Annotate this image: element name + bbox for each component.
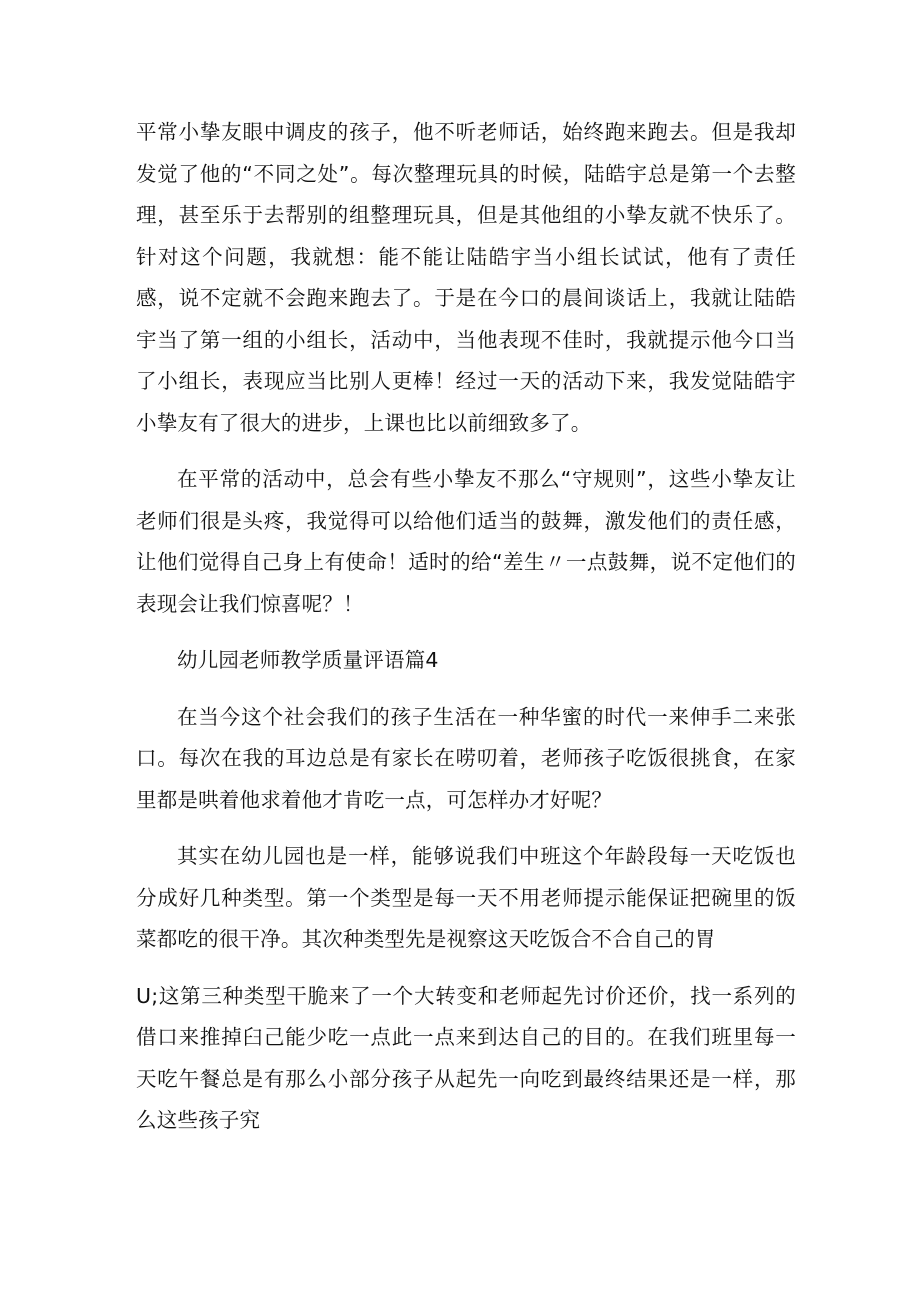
- paragraph-5: U;这第三种类型干脆来了一个大转变和老师起先讨价还价，找一系列的借口来推掉臼己能少吃一点此一点来到达自己的目的。在我们班里每一天吃午餐总是有那么小部分孩子从起先一向吃到最终结果还是一样，那么这些孩子究: [136, 983, 796, 1132]
- paragraph-1: 平常小挚友眼中调皮的孩子，他不听老师话，始终跑来跑去。但是我却发觉了他的“不同之处”。每次整理玩具的时候，陆皓宇总是第一个去整理，甚至乐于去帮别的组整理玩具，但是其他组的小挚友就不快乐了。针对这个问题，我就想：能不能让陆皓宇当小组长试试，他有了责任感，说不定就不会跑来跑去了。于是在今口的晨间谈话上，我就让陆皓宇当了第一组的小组长，活动中，当他表现不佳时，我就提示他今口当了小组长，表现应当比别人更棒！经过一天的活动下来，我发觉陆皓宇小挚友有了很大的进步，上课也比以前细致多了。: [136, 120, 796, 435]
- section-heading: 幼儿园老师教学质量评语篇4: [177, 648, 439, 672]
- paragraph-3: 在当今这个社会我们的孩子生活在一种华蜜的时代一来伸手二来张口。每次在我的耳边总是有家长在唠叨着，老师孩子吃饭很挑食，在家里都是哄着他求着他才肯吃一点，可怎样办才好呢？: [136, 704, 796, 812]
- paragraph-2: 在平常的活动中，总会有些小挚友不那么“守规则”，这些小挚友让老师们很是头疼，我觉得可以给他们适当的鼓舞，激发他们的责任感，让他们觉得自己身上有使命！适时的给“差生〃一点鼓舞，说不定他们的表现会让我们惊喜呢？！: [136, 467, 796, 616]
- document-page: [136, 112, 796, 1157]
- paragraph-4: 其实在幼儿园也是一样，能够说我们中班这个年龄段每一天吃饭也分成好几种类型。第一个类型是每一天不用老师提示能保证把碗里的饭菜都吃的很干净。其次种类型先是视察这天吃饭合不合自己的胃: [136, 844, 796, 951]
